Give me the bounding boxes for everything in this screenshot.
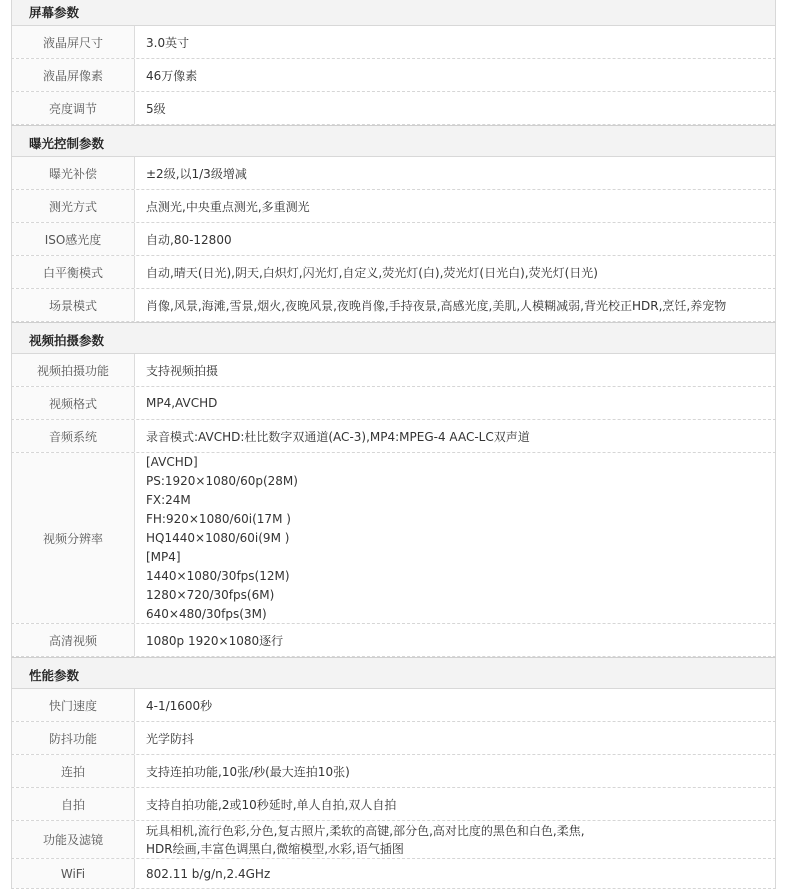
table-row bbox=[11, 722, 776, 755]
row-value: 点测光,中央重点测光,多重测光 bbox=[146, 199, 310, 214]
row-label: 连拍 bbox=[12, 755, 135, 787]
row-value: 肖像,风景,海滩,雪景,烟火,夜晚风景,夜晚肖像,手持夜景,高感光度,美肌,人模糊减弱,背光校正HDR,烹饪,养宠物 bbox=[146, 298, 727, 313]
row-label: 视频格式 bbox=[12, 387, 135, 419]
table-row bbox=[11, 157, 776, 190]
section-header-performance bbox=[11, 657, 776, 689]
value-line: HQ1440×1080/60i(9M ) bbox=[146, 530, 290, 545]
row-label: 音频系统 bbox=[12, 420, 135, 452]
row-label: 高清视频 bbox=[12, 624, 135, 656]
value-line: 640×480/30fps(3M) bbox=[146, 606, 267, 621]
row-label: 防抖功能 bbox=[12, 722, 135, 754]
row-value: 5级 bbox=[146, 101, 166, 116]
row-value: 自动,80-12800 bbox=[146, 232, 232, 247]
row-value: 录音模式:AVCHD:杜比数字双通道(AC-3),MP4:MPEG-4 AAC-LC双声道 bbox=[146, 429, 530, 444]
value-line: 1440×1080/30fps(12M) bbox=[146, 568, 290, 583]
row-label: 亮度调节 bbox=[12, 92, 135, 124]
section-title: 性能参数 bbox=[29, 668, 80, 683]
row-label: 液晶屏像素 bbox=[12, 59, 135, 91]
row-label: 自拍 bbox=[12, 788, 135, 820]
value-line: [AVCHD] bbox=[146, 454, 198, 469]
row-value: 46万像素 bbox=[146, 68, 198, 83]
row-label: 快门速度 bbox=[12, 689, 135, 721]
row-value: ±2级,以1/3级增减 bbox=[146, 166, 247, 181]
row-value: 光学防抖 bbox=[146, 731, 195, 746]
row-label: 液晶屏尺寸 bbox=[12, 26, 135, 58]
value-line: PS:1920×1080/60p(28M) bbox=[146, 473, 298, 488]
section-title: 屏幕参数 bbox=[29, 5, 80, 20]
value-line: HDR绘画,丰富色调黑白,微缩模型,水彩,语气插图 bbox=[146, 841, 404, 856]
row-label: 曝光补偿 bbox=[12, 157, 135, 189]
section-title: 曝光控制参数 bbox=[29, 136, 105, 151]
table-row bbox=[11, 354, 776, 387]
row-value: 自动,晴天(日光),阴天,白炽灯,闪光灯,自定义,荧光灯(白),荧光灯(日光白),荧光灯(日光) bbox=[146, 265, 598, 280]
table-row bbox=[11, 689, 776, 722]
row-value: 3.0英寸 bbox=[146, 35, 190, 50]
table-row bbox=[11, 59, 776, 92]
row-label: 功能及滤镜 bbox=[12, 821, 135, 858]
row-value-multiline bbox=[135, 821, 775, 858]
row-value: 4-1/1600秒 bbox=[146, 698, 213, 713]
table-row bbox=[11, 223, 776, 256]
row-label: 视频分辨率 bbox=[12, 453, 135, 623]
table-row bbox=[11, 821, 776, 859]
row-value: 支持自拍功能,2或10秒延时,单人自拍,双人自拍 bbox=[146, 797, 397, 812]
row-value: MP4,AVCHD bbox=[146, 396, 218, 410]
table-row bbox=[11, 256, 776, 289]
table-row bbox=[11, 289, 776, 322]
value-line: FX:24M bbox=[146, 492, 191, 507]
table-row bbox=[11, 624, 776, 657]
row-label: 测光方式 bbox=[12, 190, 135, 222]
table-row bbox=[11, 859, 776, 889]
row-label: WiFi bbox=[12, 859, 135, 888]
section-header-screen bbox=[11, 0, 776, 26]
row-value: 802.11 b/g/n,2.4GHz bbox=[146, 866, 271, 881]
row-label: 场景模式 bbox=[12, 289, 135, 321]
value-line: FH:920×1080/60i(17M ) bbox=[146, 511, 291, 526]
row-value: 1080p 1920×1080逐行 bbox=[146, 633, 284, 648]
row-value: 支持连拍功能,10张/秒(最大连拍10张) bbox=[146, 764, 350, 779]
row-label: ISO感光度 bbox=[12, 223, 135, 255]
spec-table bbox=[11, 0, 776, 889]
table-row bbox=[11, 387, 776, 420]
table-row bbox=[11, 190, 776, 223]
section-header-exposure bbox=[11, 125, 776, 157]
row-value-multiline bbox=[135, 453, 775, 623]
table-row bbox=[11, 92, 776, 125]
value-line: [MP4] bbox=[146, 549, 181, 564]
row-value: 支持视频拍摄 bbox=[146, 363, 219, 378]
row-label: 视频拍摄功能 bbox=[12, 354, 135, 386]
table-row bbox=[11, 453, 776, 624]
table-row bbox=[11, 26, 776, 59]
row-label: 白平衡模式 bbox=[12, 256, 135, 288]
section-title: 视频拍摄参数 bbox=[29, 333, 105, 348]
table-row bbox=[11, 755, 776, 788]
table-row bbox=[11, 420, 776, 453]
table-row bbox=[11, 788, 776, 821]
value-line: 玩具相机,流行色彩,分色,复古照片,柔软的高键,部分色,高对比度的黑色和白色,柔焦, bbox=[146, 823, 585, 838]
value-line: 1280×720/30fps(6M) bbox=[146, 587, 275, 602]
section-header-video bbox=[11, 322, 776, 354]
